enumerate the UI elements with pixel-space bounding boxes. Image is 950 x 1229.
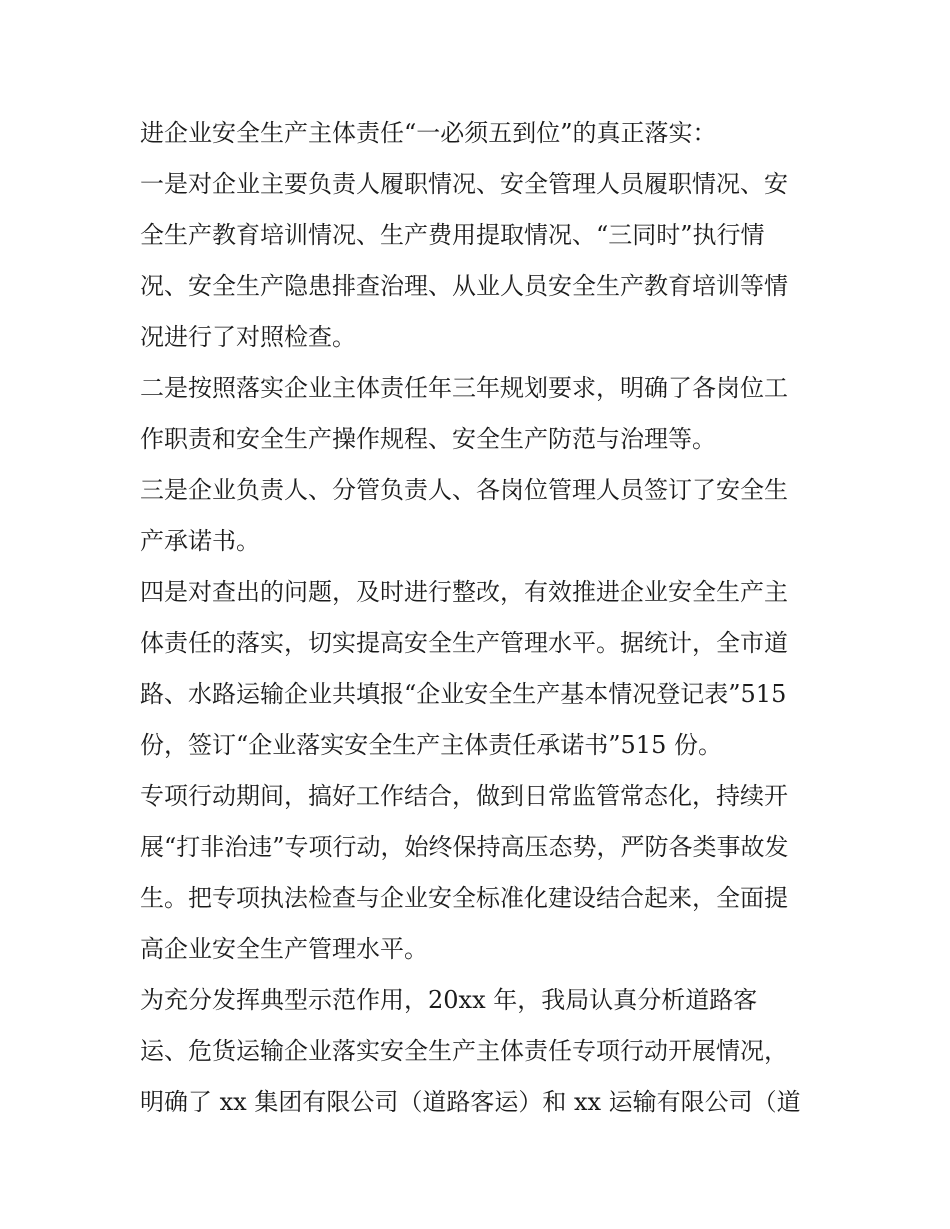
text-line: 路、水路运输企业共填报“企业安全生产基本情况登记表”515 — [140, 680, 787, 708]
text-line: 四是对查出的问题，及时进行整改，有效推进企业安全生产主 — [140, 578, 788, 606]
text-line: 展“打非治违”专项行动，始终保持高压态势，严防各类事故发 — [140, 833, 789, 861]
text-line: 高企业安全生产管理水平。 — [140, 935, 428, 963]
text-line: 全生产教育培训情况、生产费用提取情况、“三同时”执行情 — [140, 221, 765, 249]
text-line: 份，签订“企业落实安全生产主体责任承诺书”515 份。 — [140, 731, 722, 759]
text-line: 况、安全生产隐患排查治理、从业人员安全生产教育培训等情 — [140, 272, 788, 300]
text-line: 进企业安全生产主体责任“一必须五到位”的真正落实： — [140, 119, 717, 147]
text-line: 为充分发挥典型示范作用，20xx 年，我局认真分析道路客 — [140, 986, 758, 1014]
body-text — [140, 108, 820, 1128]
text-line: 况进行了对照检查。 — [140, 323, 356, 351]
text-line: 一是对企业主要负责人履职情况、安全管理人员履职情况、安 — [140, 170, 788, 198]
text-line: 运、危货运输企业落实安全生产主体责任专项行动开展情况， — [140, 1037, 788, 1065]
text-line: 作职责和安全生产操作规程、安全生产防范与治理等。 — [140, 425, 716, 453]
text-line: 产承诺书。 — [140, 527, 260, 555]
text-line: 生。把专项执法检查与企业安全标准化建设结合起来，全面提 — [140, 884, 788, 912]
text-line: 三是企业负责人、分管负责人、各岗位管理人员签订了安全生 — [140, 476, 788, 504]
text-line: 二是按照落实企业主体责任年三年规划要求，明确了各岗位工 — [140, 374, 788, 402]
text-line: 体责任的落实，切实提高安全生产管理水平。据统计，全市道 — [140, 629, 788, 657]
text-line: 明确了 xx 集团有限公司（道路客运）和 xx 运输有限公司（道 — [140, 1088, 801, 1116]
text-line: 专项行动期间，搞好工作结合，做到日常监管常态化，持续开 — [140, 782, 788, 810]
